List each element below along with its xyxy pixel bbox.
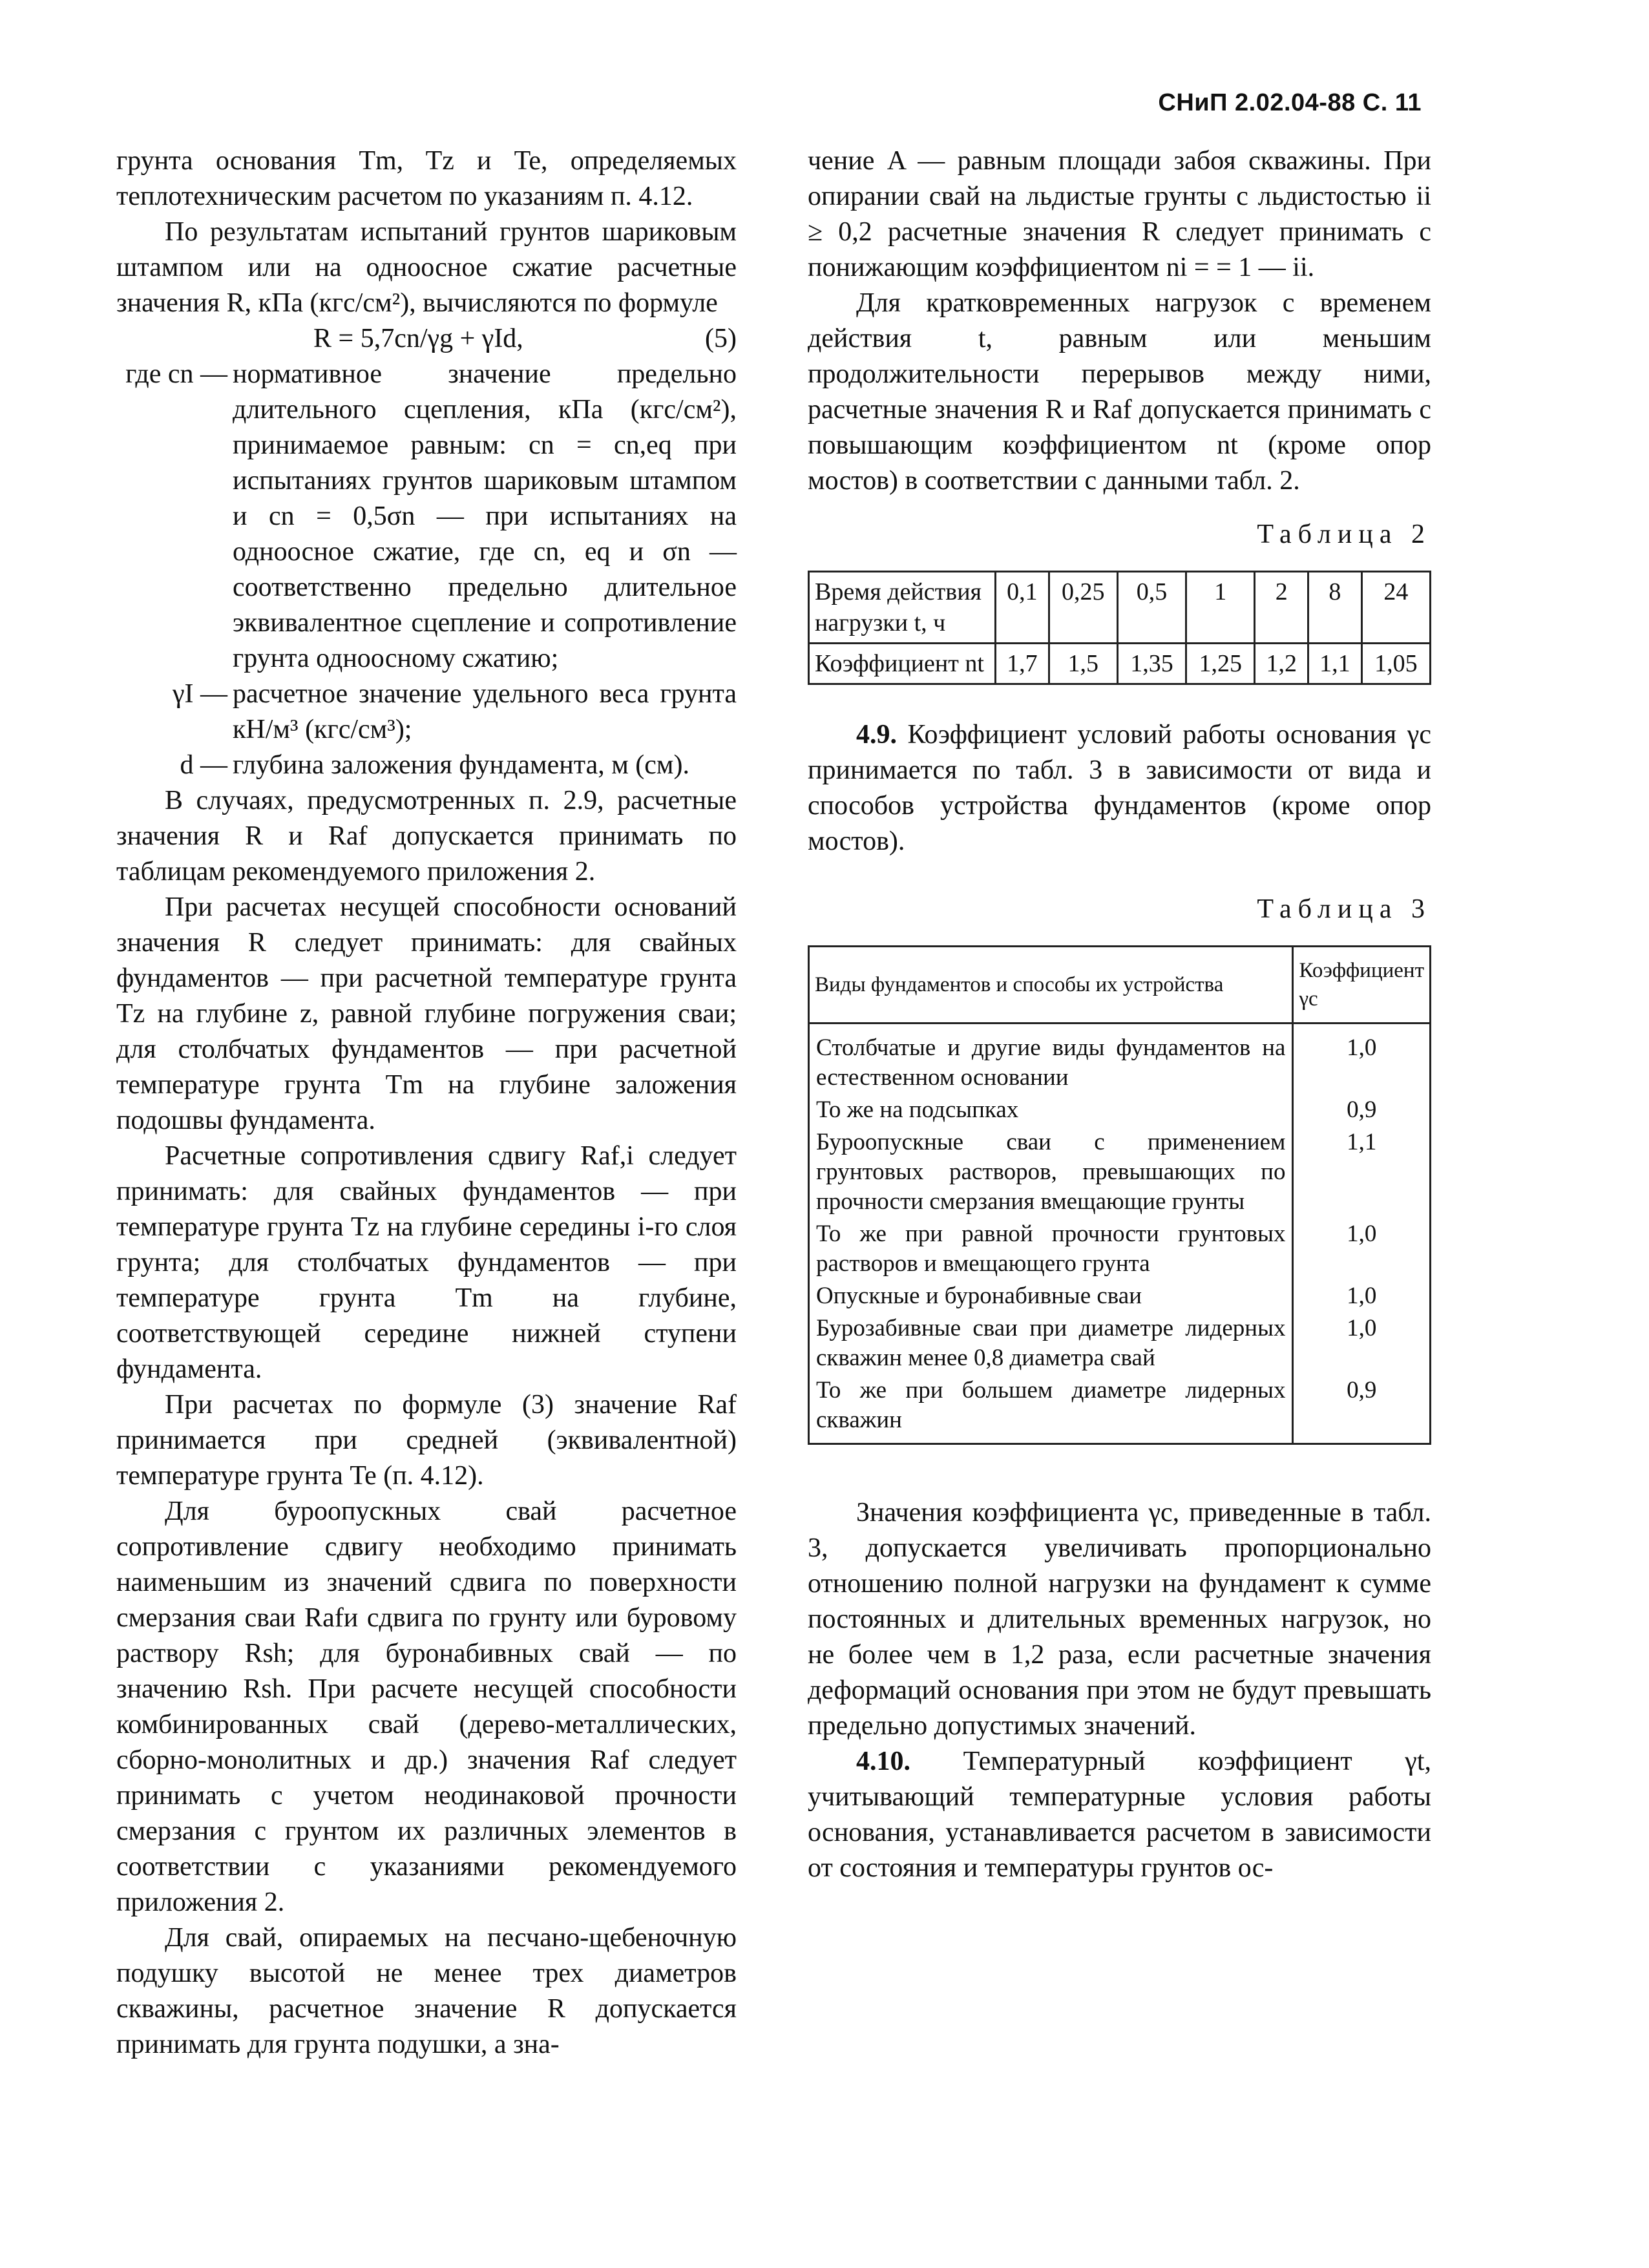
table-row	[809, 1280, 1431, 1312]
table-row	[809, 1374, 1431, 1444]
table-cell: 1	[1186, 572, 1255, 644]
table-row	[809, 1218, 1431, 1280]
table-cell: 0,1	[996, 572, 1049, 644]
table-cell: 1,0	[1293, 1218, 1431, 1280]
page-header: СНиП 2.02.04-88 С. 11	[1158, 89, 1422, 116]
table-cell: 1,0	[1293, 1280, 1431, 1312]
table-cell: 24	[1361, 572, 1430, 644]
table-row	[809, 1024, 1431, 1095]
table-cell: Столбчатые и другие виды фундаментов на естественном основании	[809, 1024, 1293, 1095]
table-cell: 0,25	[1049, 572, 1117, 644]
table-cell-header: Коэффициент nt	[809, 644, 996, 684]
table-cell: 0,9	[1293, 1094, 1431, 1126]
table-cell: Буроопускные сваи с применением грунтовых растворов, превышающих по прочности смерзания вмещающие грунты	[809, 1126, 1293, 1218]
table-cell: 1,7	[996, 644, 1049, 684]
table-cell: Бурозабивные сваи при диаметре лидерных скважин менее 0,8 диаметра свай	[809, 1312, 1293, 1374]
table-cell: 1,05	[1361, 644, 1430, 684]
table-row	[809, 644, 1431, 684]
definition-term: γI —	[172, 679, 227, 709]
section-number: 4.10.	[856, 1747, 910, 1776]
paragraph: Значения коэффициента γc, приведенные в табл. 3, допускается увеличивать пропорционально отношению полной нагрузки на фундамент к сумме постоянных и длительных временных нагрузок, но не более чем в 1,2 раза, если расчетные значения деформаций основания при этом не будут превышать предельно допустимых значений.	[808, 1498, 1431, 1741]
section-4-9	[808, 717, 1431, 859]
definitions-list	[116, 357, 737, 783]
table-cell: 1,0	[1293, 1312, 1431, 1374]
paragraph: В случаях, предусмотренных п. 2.9, расчетные значения R и Raf допускается принимать по таблицам рекомендуемого приложения 2.	[116, 786, 737, 887]
table-cell: 1,5	[1049, 644, 1117, 684]
formula-number: (5)	[705, 324, 737, 353]
section-text: Коэффициент условий работы основания γc принимается по табл. 3 в зависимости от вида и способов устройства фундаментов (кроме опор мостов).	[808, 720, 1431, 856]
table-cell: 1,35	[1117, 644, 1186, 684]
table-cell: 0,9	[1293, 1374, 1431, 1444]
definition-text: нормативное значение предельно длительного сцепления, кПа (кгс/см²), принимаемое равным: cn = cn,eq при испытаниях грунтов шариковым штампом и cn = 0,5σn — при испытаниях на одноосное сжатие, где cn, eq и σn — соответственно предельно длительное эквивалентное сцепление и сопротивление грунта одноосному сжатию;	[233, 359, 737, 673]
table-cell: 1,0	[1293, 1024, 1431, 1095]
table-row	[809, 1312, 1431, 1374]
table-cell: 1,2	[1255, 644, 1308, 684]
paragraph: чение A — равным площади забоя скважины. При опирании свай на льдистые грунты с льдистостью ii ≥ 0,2 расчетные значения R следует принимать с понижающим коэффициентом ni = = 1 — ii.	[808, 146, 1431, 282]
section-number: 4.9.	[856, 720, 897, 750]
table-2-label: Таблица 2	[1257, 520, 1431, 549]
table-cell-header: Время действия нагрузки t, ч	[809, 572, 996, 644]
formula	[116, 321, 737, 357]
table-header-cell: Виды фундаментов и способы их устройства	[809, 947, 1293, 1024]
table-row	[809, 1126, 1431, 1218]
table-row	[809, 1094, 1431, 1126]
table-cell: То же при равной прочности грунтовых растворов и вмещающего грунта	[809, 1218, 1293, 1280]
paragraph: При расчетах по формуле (3) значение Raf принимается при средней (эквивалентной) температуре грунта Te (п. 4.12).	[116, 1390, 737, 1491]
paragraph: По результатам испытаний грунтов шариковым штампом или на одноосное сжатие расчетные значения R, кПа (кгс/см²), вычисляются по формуле	[116, 217, 737, 318]
table-cell: 1,25	[1186, 644, 1255, 684]
definition-text: расчетное значение удельного веса грунта кН/м³ (кгс/см³);	[233, 679, 737, 744]
left-column	[116, 143, 737, 2063]
paragraph: При расчетах несущей способности оснований значения R следует принимать: для свайных фундаментов — при расчетной температуре грунта Tz на глубине z, равной глубине погружения сваи; для столбчатых фундаментов — при расчетной температуре грунта Tm на глубине заложения подошвы фундамента.	[116, 892, 737, 1135]
table-cell: 8	[1308, 572, 1362, 644]
table-3	[808, 945, 1431, 1445]
table-cell: 2	[1255, 572, 1308, 644]
paragraph: Расчетные сопротивления сдвигу Raf,i следует принимать: для свайных фундаментов — при температуре грунта Tz на глубине середины i-го слоя грунта; для столбчатых фундаментов — при температуре грунта Tm на глубине, соответствующей середине нижней ступени фундамента.	[116, 1141, 737, 1384]
definition-text: глубина заложения фундамента, м (см).	[233, 750, 689, 780]
table-header-cell: Коэффициент γc	[1293, 947, 1431, 1024]
paragraph: грунта основания Tm, Tz и Te, определяемых теплотехническим расчетом по указаниям п. 4.12.	[116, 146, 737, 211]
table-header-row	[809, 947, 1431, 1024]
section-4-10	[808, 1744, 1431, 1886]
right-column	[808, 143, 1431, 1886]
definition-term: d —	[180, 750, 227, 780]
table-cell: То же при большем диаметре лидерных скважин	[809, 1374, 1293, 1444]
table-cell: 1,1	[1308, 644, 1362, 684]
paragraph: Для буроопускных свай расчетное сопротивление сдвигу необходимо принимать наименьшим из значений сдвига по поверхности смерзания сваи Rafи сдвига по грунту или буровому раствору Rsh; для буронабивных свай — по значению Rsh. При расчете несущей способности комбинированных свай (дерево-металлических, сборно-монолитных и др.) значения Raf следует принимать с учетом неодинаковой прочности смерзания с грунтом их различных элементов в соответствии с указаниями рекомендуемого приложения 2.	[116, 1496, 737, 1917]
table-cell: Опускные и буронабивные сваи	[809, 1280, 1293, 1312]
definition-term: где cn —	[125, 359, 227, 389]
table-2	[808, 571, 1431, 685]
paragraph: Для свай, опираемых на песчано-щебеночную подушку высотой не менее трех диаметров скважины, расчетное значение R допускается принимать для грунта подушки, а зна-	[116, 1923, 737, 2059]
paragraph: Для кратковременных нагрузок с временем действия t, равным или меньшим продолжительности перерывов между ними, расчетные значения R и Raf допускается принимать с повышающим коэффициентом nt (кроме опор мостов) в соответствии с данными табл. 2.	[808, 288, 1431, 496]
table-cell: То же на подсыпках	[809, 1094, 1293, 1126]
table-3-label: Таблица 3	[1257, 894, 1431, 924]
table-cell: 1,1	[1293, 1126, 1431, 1218]
table-row	[809, 572, 1431, 644]
table-cell: 0,5	[1117, 572, 1186, 644]
section-text: Температурный коэффициент γt, учитывающий температурные условия работы основания, устанавливается расчетом в зависимости от состояния и температуры грунтов ос-	[808, 1747, 1431, 1883]
formula-expression: R = 5,7cn/γg + γId,	[313, 324, 523, 353]
